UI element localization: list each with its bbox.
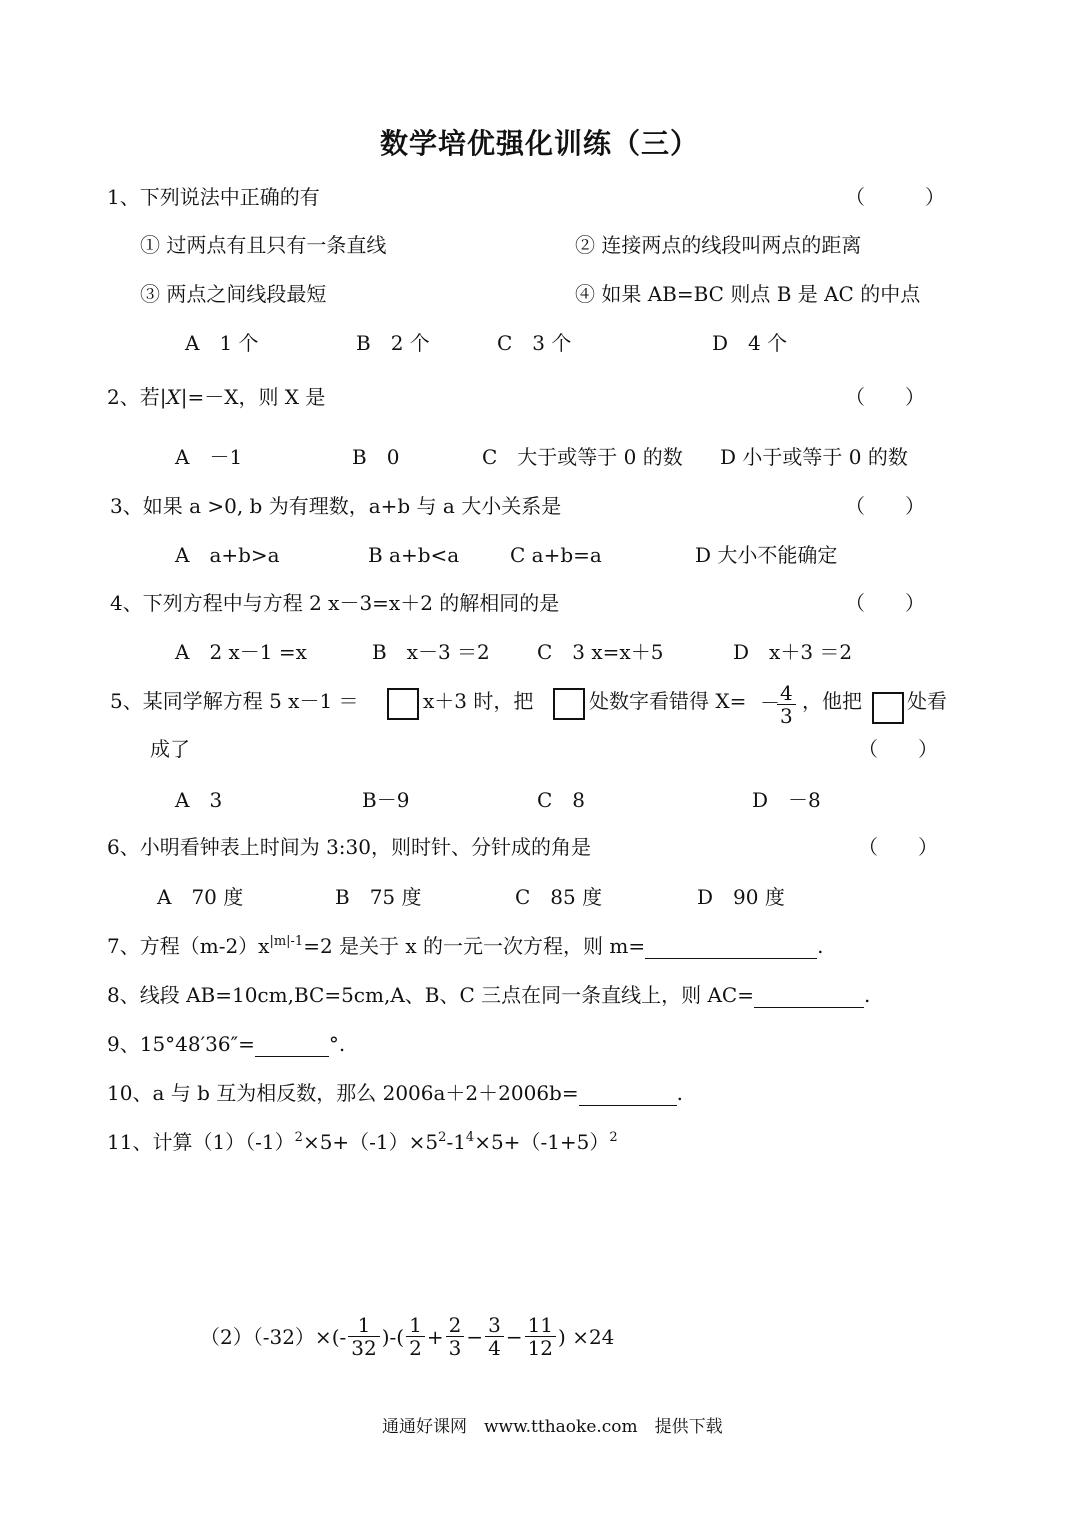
question-3-answer-paren: （ ）: [845, 494, 925, 518]
question-2-option-a: A －1: [175, 445, 243, 469]
question-1-statement-4: ④ 如果 AB=BC 则点 B 是 AC 的中点: [575, 282, 921, 306]
question-7-stem-end: =2 是关于 x 的一元一次方程，则 m=: [303, 934, 646, 958]
question-7-period: .: [817, 934, 824, 958]
question-8: [107, 983, 870, 1008]
question-5-blank-box-3: [872, 692, 904, 724]
fraction-3-4: [485, 1314, 504, 1359]
question-2-option-b: B 0: [352, 445, 400, 469]
question-11-part-1-text-d: ×5+（-1+5）: [474, 1130, 610, 1154]
question-5-blank-box-1: [387, 688, 419, 720]
question-2-stem-end: =－X，则 X 是: [187, 385, 326, 409]
question-6-option-a: A 70 度: [157, 885, 244, 909]
fraction-denominator: 3: [448, 1336, 462, 1360]
question-4-option-b: B x－3 ＝2: [372, 640, 490, 664]
question-2-option-d: D 小于或等于 0 的数: [720, 445, 908, 469]
question-5-minus-sign: －: [760, 691, 780, 715]
question-5-fraction-denominator: 3: [780, 704, 793, 728]
question-5-stem-mid: x＋3 时，把: [423, 689, 534, 713]
question-7-exponent: |m|-1: [269, 934, 304, 949]
fraction-denominator: 12: [527, 1336, 554, 1360]
operator-minus: −: [505, 1324, 523, 1349]
question-3-option-a: A a+b>a: [175, 543, 280, 567]
question-5-option-b: B－9: [362, 788, 410, 812]
question-4-option-c: C 3 x=x＋5: [537, 640, 664, 664]
page-title: 数学培优强化训练（三）: [380, 127, 700, 160]
question-6-option-d: D 90 度: [697, 885, 785, 909]
question-6-option-b: B 75 度: [335, 885, 422, 909]
question-1-statement-2: ② 连接两点的线段叫两点的距离: [575, 233, 862, 257]
question-5-fraction: [775, 682, 798, 727]
question-11-part-2-text-a: （2）（-32）×(-: [200, 1324, 347, 1349]
question-1-statement-1: ① 过两点有且只有一条直线: [140, 233, 387, 257]
fraction-2-3: [446, 1314, 465, 1359]
question-5-option-d: D －8: [752, 788, 821, 812]
question-5-option-c: C 8: [537, 788, 586, 812]
question-5-stem-start: 5、某同学解方程 5 x－1 ＝: [110, 689, 359, 713]
question-11-part-1-text-a: 11、计算（1）（-1）: [107, 1130, 295, 1154]
question-9-stem: 9、15°48′36″=: [107, 1032, 255, 1056]
question-2-stem: [107, 385, 325, 409]
question-2-option-c: C 大于或等于 0 的数: [482, 445, 683, 469]
question-1-answer-paren: （ ）: [845, 185, 945, 209]
question-4-stem: 4、下列方程中与方程 2 x－3=x＋2 的解相同的是: [110, 591, 560, 615]
question-5-stem-he: ，他把: [802, 689, 862, 713]
question-6-answer-paren: （ ）: [858, 835, 938, 859]
question-3-stem: 3、如果 a >0, b 为有理数，a+b 与 a 大小关系是: [110, 494, 562, 518]
question-5-stem-wrong-answer: 处数字看错得 X=: [589, 689, 747, 713]
question-11-part-1-text-c: -1: [446, 1130, 466, 1154]
question-1-option-a: A 1 个: [185, 331, 259, 355]
question-6-option-c: C 85 度: [515, 885, 603, 909]
question-1-stem: 1、下列说法中正确的有: [107, 185, 320, 209]
operator-plus: +: [426, 1324, 444, 1349]
question-3-option-c: C a+b=a: [510, 543, 602, 567]
question-7-stem-start: 7、方程（m-2）x: [107, 934, 270, 958]
question-4-option-d: D x＋3 ＝2: [733, 640, 853, 664]
fraction-denominator: 4: [488, 1336, 501, 1360]
question-11-part-2: [200, 1314, 614, 1359]
question-5-blank-box-2: [553, 688, 585, 720]
question-9-degree-period: °.: [328, 1032, 346, 1056]
fraction-numerator: 1: [348, 1314, 379, 1337]
question-3-option-d: D 大小不能确定: [695, 543, 838, 567]
fraction-numerator: 11: [525, 1314, 556, 1337]
question-5-stem-end: 处看: [907, 689, 947, 713]
question-11-part-2-text-b: )-(: [381, 1324, 405, 1349]
question-10-answer-blank[interactable]: [579, 1081, 677, 1106]
question-1-option-c: C 3 个: [497, 331, 572, 355]
fraction-numerator: 1: [406, 1314, 425, 1337]
page-footer: 通通好课网 www.tthaoke.com 提供下载: [382, 1417, 723, 1437]
question-8-answer-blank[interactable]: [754, 983, 864, 1008]
question-1-statement-3: ③ 两点之间线段最短: [140, 282, 327, 306]
question-11-part-2-text-c: ) ×24: [558, 1324, 615, 1349]
question-2-stem-start: 2、若: [107, 385, 160, 409]
question-5-option-a: A 3: [175, 788, 223, 812]
fraction-numerator: 2: [446, 1314, 465, 1337]
fraction-1-32: [348, 1314, 379, 1359]
question-10-period: .: [676, 1081, 683, 1105]
question-7: [107, 934, 824, 959]
question-11-part-1-text-b: ×5+（-1）×5: [302, 1130, 439, 1154]
question-11-exponent-1: 2: [294, 1130, 303, 1145]
operator-minus: −: [466, 1324, 484, 1349]
question-8-stem: 8、线段 AB=10cm,BC=5cm,A、B、C 三点在同一条直线上，则 AC=: [107, 983, 754, 1007]
question-11-exponent-2: 2: [438, 1130, 447, 1145]
question-11-exponent-4: 2: [609, 1130, 618, 1145]
question-8-period: .: [864, 983, 871, 1007]
question-9-answer-blank[interactable]: [255, 1032, 329, 1057]
question-5-fraction-numerator: 4: [777, 682, 796, 705]
question-10-stem: 10、a 与 b 互为相反数，那么 2006a＋2＋2006b=: [107, 1081, 579, 1105]
fraction-1-2: [406, 1314, 425, 1359]
question-7-answer-blank[interactable]: [645, 934, 817, 959]
fraction-11-12: [525, 1314, 556, 1359]
fraction-denominator: 2: [409, 1336, 422, 1360]
question-5-answer-paren: （ ）: [858, 737, 938, 761]
question-3-option-b: B a+b<a: [368, 543, 460, 567]
question-9: [107, 1032, 345, 1057]
question-11-part-1: [107, 1130, 618, 1154]
fraction-denominator: 32: [351, 1336, 377, 1360]
question-2-absolute-value: |X|: [159, 385, 188, 409]
question-1-option-b: B 2 个: [356, 331, 430, 355]
question-4-answer-paren: （ ）: [845, 591, 925, 615]
question-10: [107, 1081, 683, 1106]
question-1-option-d: D 4 个: [712, 331, 788, 355]
question-2-answer-paren: （ ）: [845, 385, 925, 409]
question-6-stem: 6、小明看钟表上时间为 3:30，则时针、分针成的角是: [107, 835, 591, 859]
question-5-stem-line-2: 成了: [150, 737, 190, 761]
question-4-option-a: A 2 x－1 =x: [175, 640, 307, 664]
fraction-numerator: 3: [485, 1314, 504, 1337]
question-11-exponent-3: 4: [465, 1130, 475, 1145]
